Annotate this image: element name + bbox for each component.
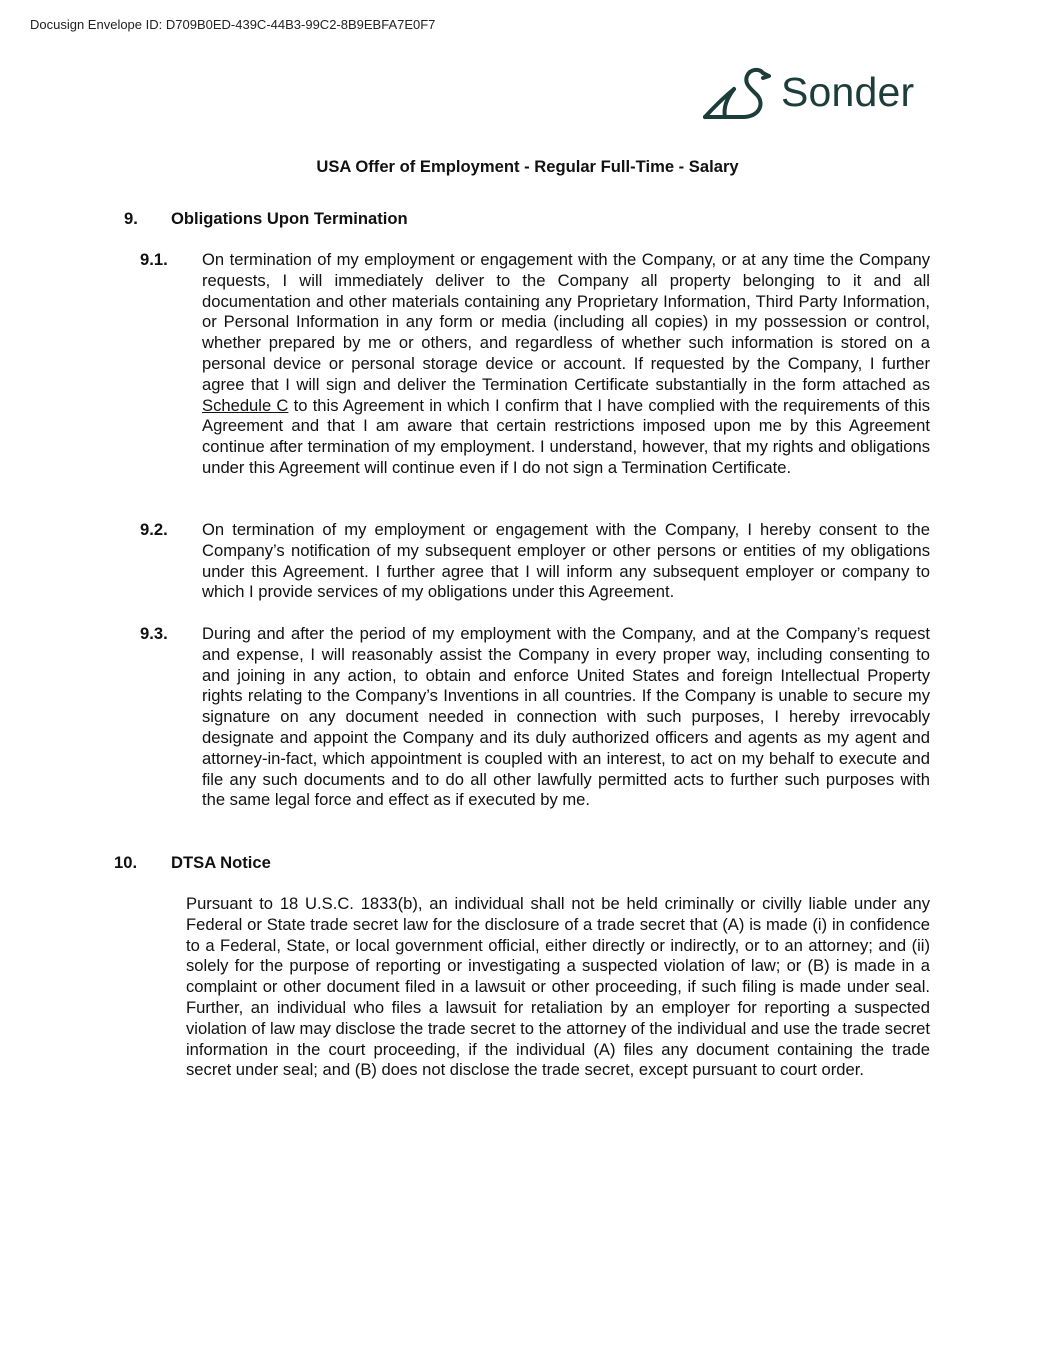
envelope-id-value: D709B0ED-439C-44B3-99C2-8B9EBFA7E0F7 [165, 17, 436, 32]
clause-9-1-text [202, 250, 930, 479]
clause-9-2-text: On termination of my employment or engagement with the Company, I hereby consent to the Company’s notification of my subsequent employer or other persons or entities of my obligations under this Agreement. I further agree that I will inform any subsequent employer or company to which I provide services of my obligations under this Agreement. [202, 520, 930, 602]
schedule-c-reference: Schedule C [202, 395, 289, 415]
sonder-logo [703, 64, 933, 122]
clause-9-3-text: During and after the period of my employment with the Company, and at the Company’s request and expense, I will reasonably assist the Company in every proper way, including consenting to and joining in any action, to obtain and enforce United States and foreign Intellectual Property rights relating to the Company’s Inventions in all countries. If the Company is unable to secure my signature on any document needed in connection with such purposes, I hereby irrevocably designate and appoint the Company and its duly authorized officers and agents as my agent and attorney-in-fact, which appointment is coupled with an interest, to act on my behalf to execute and file any such documents and to do all other lawfully permitted acts to further such purposes with the same legal force and effect as if executed by me. [202, 624, 930, 810]
docusign-envelope-id [30, 17, 435, 33]
section-title: DTSA Notice [171, 853, 271, 872]
section-10-heading [114, 853, 614, 873]
document-title: USA Offer of Employment - Regular Full-Time - Salary [316, 157, 739, 176]
section-9-heading [114, 209, 614, 229]
clause-number-9-3: 9.3. [140, 624, 168, 643]
logo-wordmark: Sonder [781, 69, 915, 115]
dtsa-notice-text: Pursuant to 18 U.S.C. 1833(b), an individual shall not be held criminally or civilly liable under any Federal or State trade secret law for the disclosure of a trade secret that (A) is made (i) in confidence to a Federal, State, or local government official, either directly or indirectly, or to an attorney; and (ii) solely for the purpose of reporting or investigating a suspected violation of law; or (B) is made in a complaint or other document filed in a lawsuit or other proceeding, if such filing is made under seal. Further, an individual who files a lawsuit for retaliation by an employer for reporting a suspected violation of law may disclose the trade secret to the attorney of the individual and use the trade secret information in the court proceeding, if the individual (A) files any document containing the trade secret under seal; and (B) does not disclose the trade secret, except pursuant to court order. [186, 894, 930, 1080]
clause-9-1-text-part-2: to this Agreement in which I confirm that I have complied with the requirements of this Agreement and that I am aware that certain restrictions imposed upon me by this Agreement continue after termination of my employment. I understand, however, that my rights and obligations under this Agreement will continue even if I do not sign a Termination Certificate. [202, 395, 930, 477]
section-title: Obligations Upon Termination [171, 209, 408, 228]
envelope-id-label: Docusign Envelope ID: [30, 17, 163, 32]
sonder-bird-logo-icon [703, 64, 771, 122]
clause-number-9-1: 9.1. [140, 250, 168, 269]
section-number: 9. [124, 209, 138, 228]
section-number: 10. [114, 853, 138, 872]
clause-9-1-text-part-1: On termination of my employment or engagement with the Company, or at any time the Company requests, I will immediately deliver to the Company all property belonging to it and all documentation and other materials containing any Proprietary Information, Third Party Information, or Personal Information in any form or media (including all copies) in my possession or control, whether prepared by me or others, and regardless of whether such information is stored on a personal device or personal storage device or account. If requested by the Company, I further agree that I will sign and deliver the Termination Certificate substantially in the form attached as [202, 250, 930, 394]
clause-number-9-2: 9.2. [140, 520, 168, 539]
